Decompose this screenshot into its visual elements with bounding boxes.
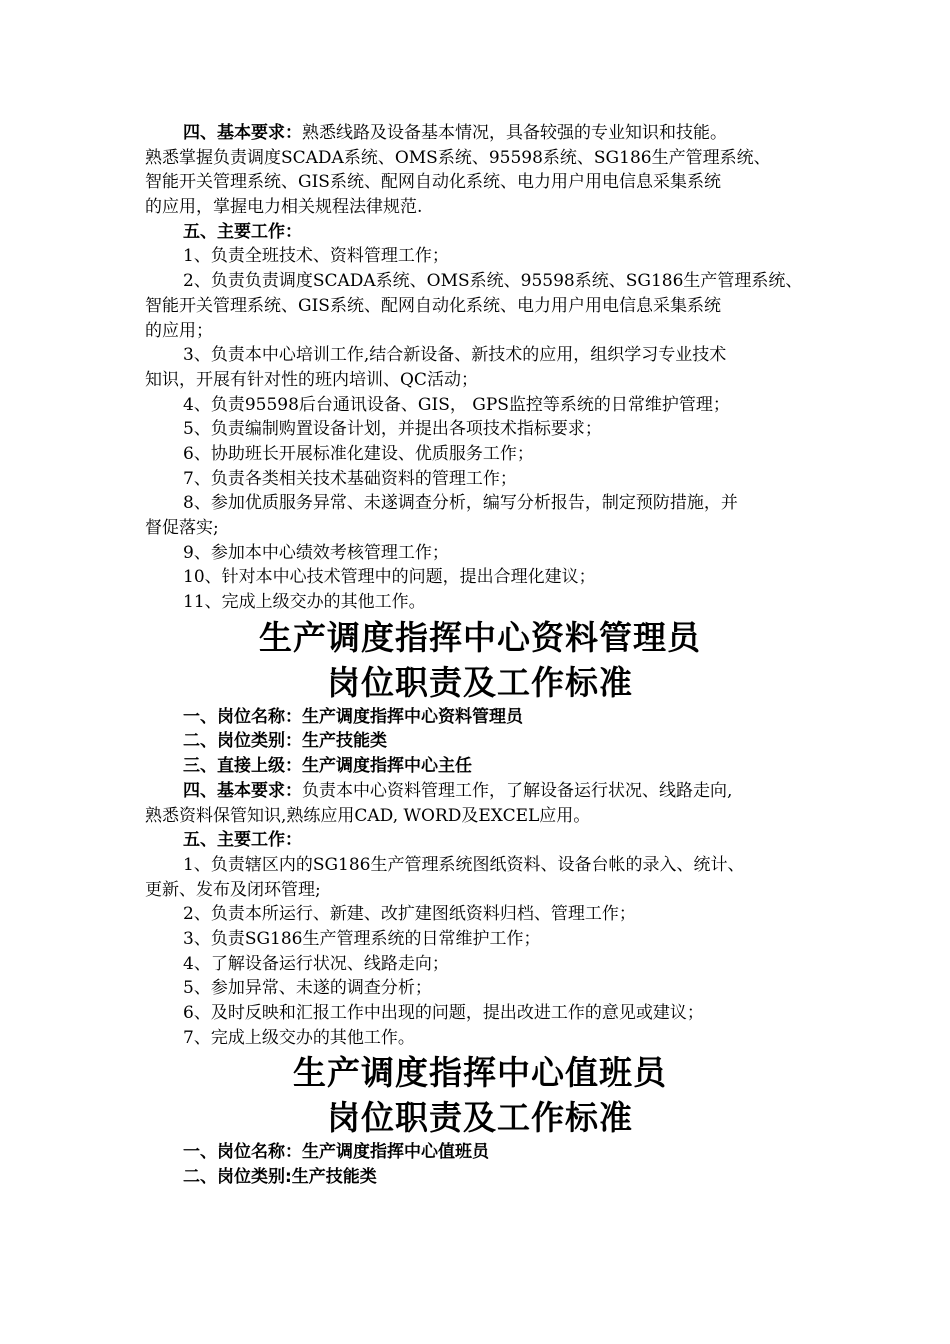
list-item-continuation: 的应用；	[145, 320, 213, 341]
list-item: 11、完成上级交办的其他工作。	[183, 592, 426, 613]
main-work-heading: 五、主要工作：	[183, 221, 302, 242]
list-item: 2、负责负责调度SCADA系统、OMS系统、95598系统、SG186生产管理系统、	[183, 271, 803, 292]
section-title: 生产调度指挥中心资料管理员	[259, 617, 701, 657]
basic-requirements-line	[145, 779, 815, 804]
list-item: 8、参加优质服务异常、未遂调查分析，编写分析报告，制定预防措施，并	[183, 493, 738, 514]
text-line: 熟悉掌握负责调度SCADA系统、OMS系统、95598系统、SG186生产管理系统、	[145, 147, 771, 168]
job-name: 一、岗位名称：生产调度指挥中心资料管理员	[183, 706, 523, 727]
section-subtitle: 岗位职责及工作标准	[327, 1098, 633, 1138]
basic-requirements-line	[145, 121, 815, 146]
job-name: 一、岗位名称：生产调度指挥中心值班员	[183, 1142, 489, 1163]
list-item: 4、负责95598后台通讯设备、GIS， GPS监控等系统的日常维护管理；	[183, 394, 730, 415]
section-subtitle: 岗位职责及工作标准	[327, 662, 633, 702]
list-item: 1、负责辖区内的SG186生产管理系统图纸资料、设备台帐的录入、统计、	[183, 854, 745, 875]
list-item: 4、了解设备运行状况、线路走向；	[183, 953, 449, 974]
main-work-heading: 五、主要工作：	[183, 830, 302, 851]
list-item: 5、参加异常、未遂的调查分析；	[183, 978, 432, 999]
list-item-continuation: 督促落实;	[145, 518, 219, 538]
basic-requirements-text: 负责本中心资料管理工作，了解设备运行状况、线路走向,	[302, 780, 733, 801]
list-item-continuation: 知识，开展有针对性的班内培训、QC活动；	[145, 369, 478, 390]
document-body	[145, 121, 815, 1190]
basic-requirements-text: 熟悉线路及设备基本情况，具备较强的专业知识和技能。	[302, 123, 727, 143]
list-item: 6、协助班长开展标准化建设、优质服务工作；	[183, 443, 534, 464]
list-item: 1、负责全班技术、资料管理工作；	[183, 246, 449, 267]
basic-requirements-label: 四、基本要求：	[183, 780, 302, 801]
section-title: 生产调度指挥中心值班员	[293, 1053, 667, 1093]
job-category: 二、岗位类别：生产技能类	[183, 731, 387, 752]
list-item: 2、负责本所运行、新建、改扩建图纸资料归档、管理工作；	[183, 904, 636, 925]
list-item: 7、完成上级交办的其他工作。	[183, 1027, 415, 1048]
job-category: 二、岗位类别:生产技能类	[183, 1167, 377, 1188]
list-item: 6、及时反映和汇报工作中出现的问题，提出改进工作的意见或建议；	[183, 1003, 704, 1023]
text-line: 熟悉资料保管知识,熟练应用CAD, WORD及EXCEL应用。	[145, 805, 591, 826]
direct-superior: 三、直接上级：生产调度指挥中心主任	[183, 756, 472, 777]
list-item: 7、负责各类相关技术基础资料的管理工作；	[183, 468, 517, 489]
text-line: 的应用，掌握电力相关规程法律规范.	[145, 197, 423, 218]
text-line: 智能开关管理系统、GIS系统、配网自动化系统、电力用户用电信息采集系统	[145, 172, 721, 193]
list-item-continuation: 更新、发布及闭环管理;	[145, 879, 321, 900]
list-item: 10、针对本中心技术管理中的问题，提出合理化建议；	[183, 567, 596, 588]
list-item: 5、负责编制购置设备计划，并提出各项技术指标要求；	[183, 419, 602, 440]
basic-requirements-label: 四、基本要求：	[183, 123, 302, 143]
list-item: 9、参加本中心绩效考核管理工作；	[183, 542, 449, 563]
list-item: 3、负责本中心培训工作,结合新设备、新技术的应用，组织学习专业技术	[183, 345, 727, 366]
list-item: 3、负责SG186生产管理系统的日常维护工作；	[183, 928, 541, 949]
list-item-continuation: 智能开关管理系统、GIS系统、配网自动化系统、电力用户用电信息采集系统	[145, 295, 721, 316]
